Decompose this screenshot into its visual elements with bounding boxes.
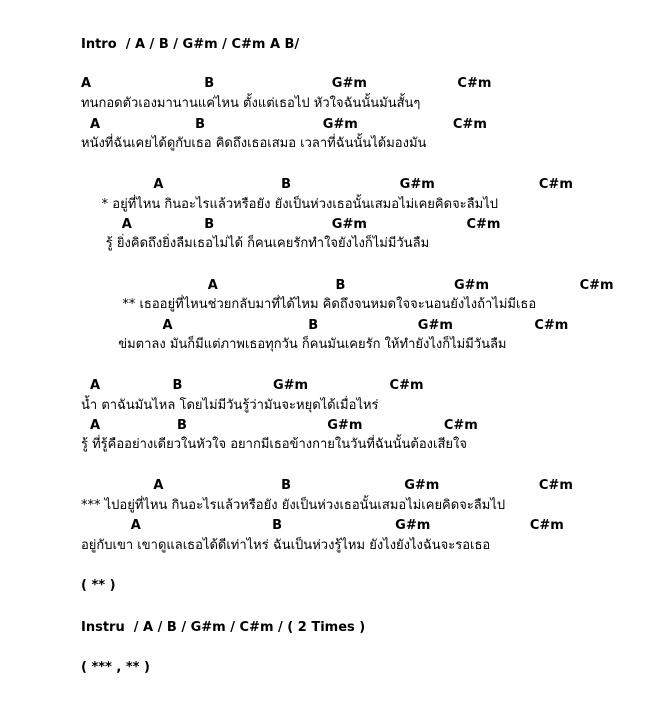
repeat-final-marker: ( *** , ** ) [81,660,150,675]
chorus3-chords-2: A B G#m C#m [81,518,564,533]
chorus3-lyrics-2: อยู่กับเขา เขาดูแลเธอได้ดีเท่าไหร่ ฉันเป็นห่วงรู้ไหม ยังไงยังไงฉันจะรอเธอ [81,538,491,553]
verse1-chords-2: A B G#m C#m [81,117,487,132]
chorus3-lyrics-1: *** ไปอยู่ที่ไหน กินอะไรแล้วหรือยัง ยังเป็นห่วงเธอนั้นเสมอไม่เคยคิดจะลืมไป [81,498,506,513]
chorus2-lyrics-1: ** เธออยู่ที่ไหนช่วยกลับมาที่ได้ไหม คิดถึงจนหมดใจจะนอนยังไงถ้าไม่มีเธอ [81,297,537,312]
verse2-lyrics-2: รู้ ที่รู้คืออย่างเดียวในหัวใจ อยากมีเธอข้างกายในวันที่ฉันนั้นต้องเสียใจ [81,437,467,452]
verse2-lyrics-1: น้ำ ตาฉันมันไหล โดยไม่มีวันรู้ว่ามันจะหยุดได้เมื่อไหร่ [81,398,379,413]
instrumental-line: Instru / A / B / G#m / C#m / ( 2 Times ) [81,620,366,635]
chorus1-chords-2: A B G#m C#m [81,217,501,232]
verse2-chords-1: A B G#m C#m [81,378,424,393]
verse1-lyrics-1: ทนกอดตัวเองมานานแค่ไหน ตั้งแต่เธอไป หัวใจฉันนั้นมันสั้นๆ [81,96,421,111]
verse1-lyrics-2: หนังที่ฉันเคยได้ดูกับเธอ คิดถึงเธอเสมอ เวลาที่ฉันนั้นได้มองมัน [81,136,427,151]
chorus2-chords-1: A B G#m C#m [81,278,614,293]
intro-line: Intro / A / B / G#m / C#m A B/ [81,37,300,52]
chorus1-chords-1: A B G#m C#m [81,177,573,192]
verse2-chords-2: A B G#m C#m [81,418,478,433]
chorus2-chords-2: A B G#m C#m [81,318,569,333]
chorus3-chords-1: A B G#m C#m [81,478,573,493]
chorus1-lyrics-2: รู้ ยิ่งคิดถึงยิ่งลืมเธอไม่ได้ ก็คนเคยรักทำใจยังไงก็ไม่มีวันลืม [81,236,430,251]
chorus1-lyrics-1: * อยู่ที่ไหน กินอะไรแล้วหรือยัง ยังเป็นห่วงเธอนั้นเสมอไม่เคยคิดจะลืมไป [81,197,498,212]
repeat-chorus-marker: ( ** ) [81,578,116,593]
chorus2-lyrics-2: ข่มตาลง มันก็มีแต่ภาพเธอทุกวัน ก็คนมันเคยรัก ให้ทำยังไงก็ไม่มีวันลืม [81,337,507,352]
verse1-chords-1: A B G#m C#m [81,76,492,91]
